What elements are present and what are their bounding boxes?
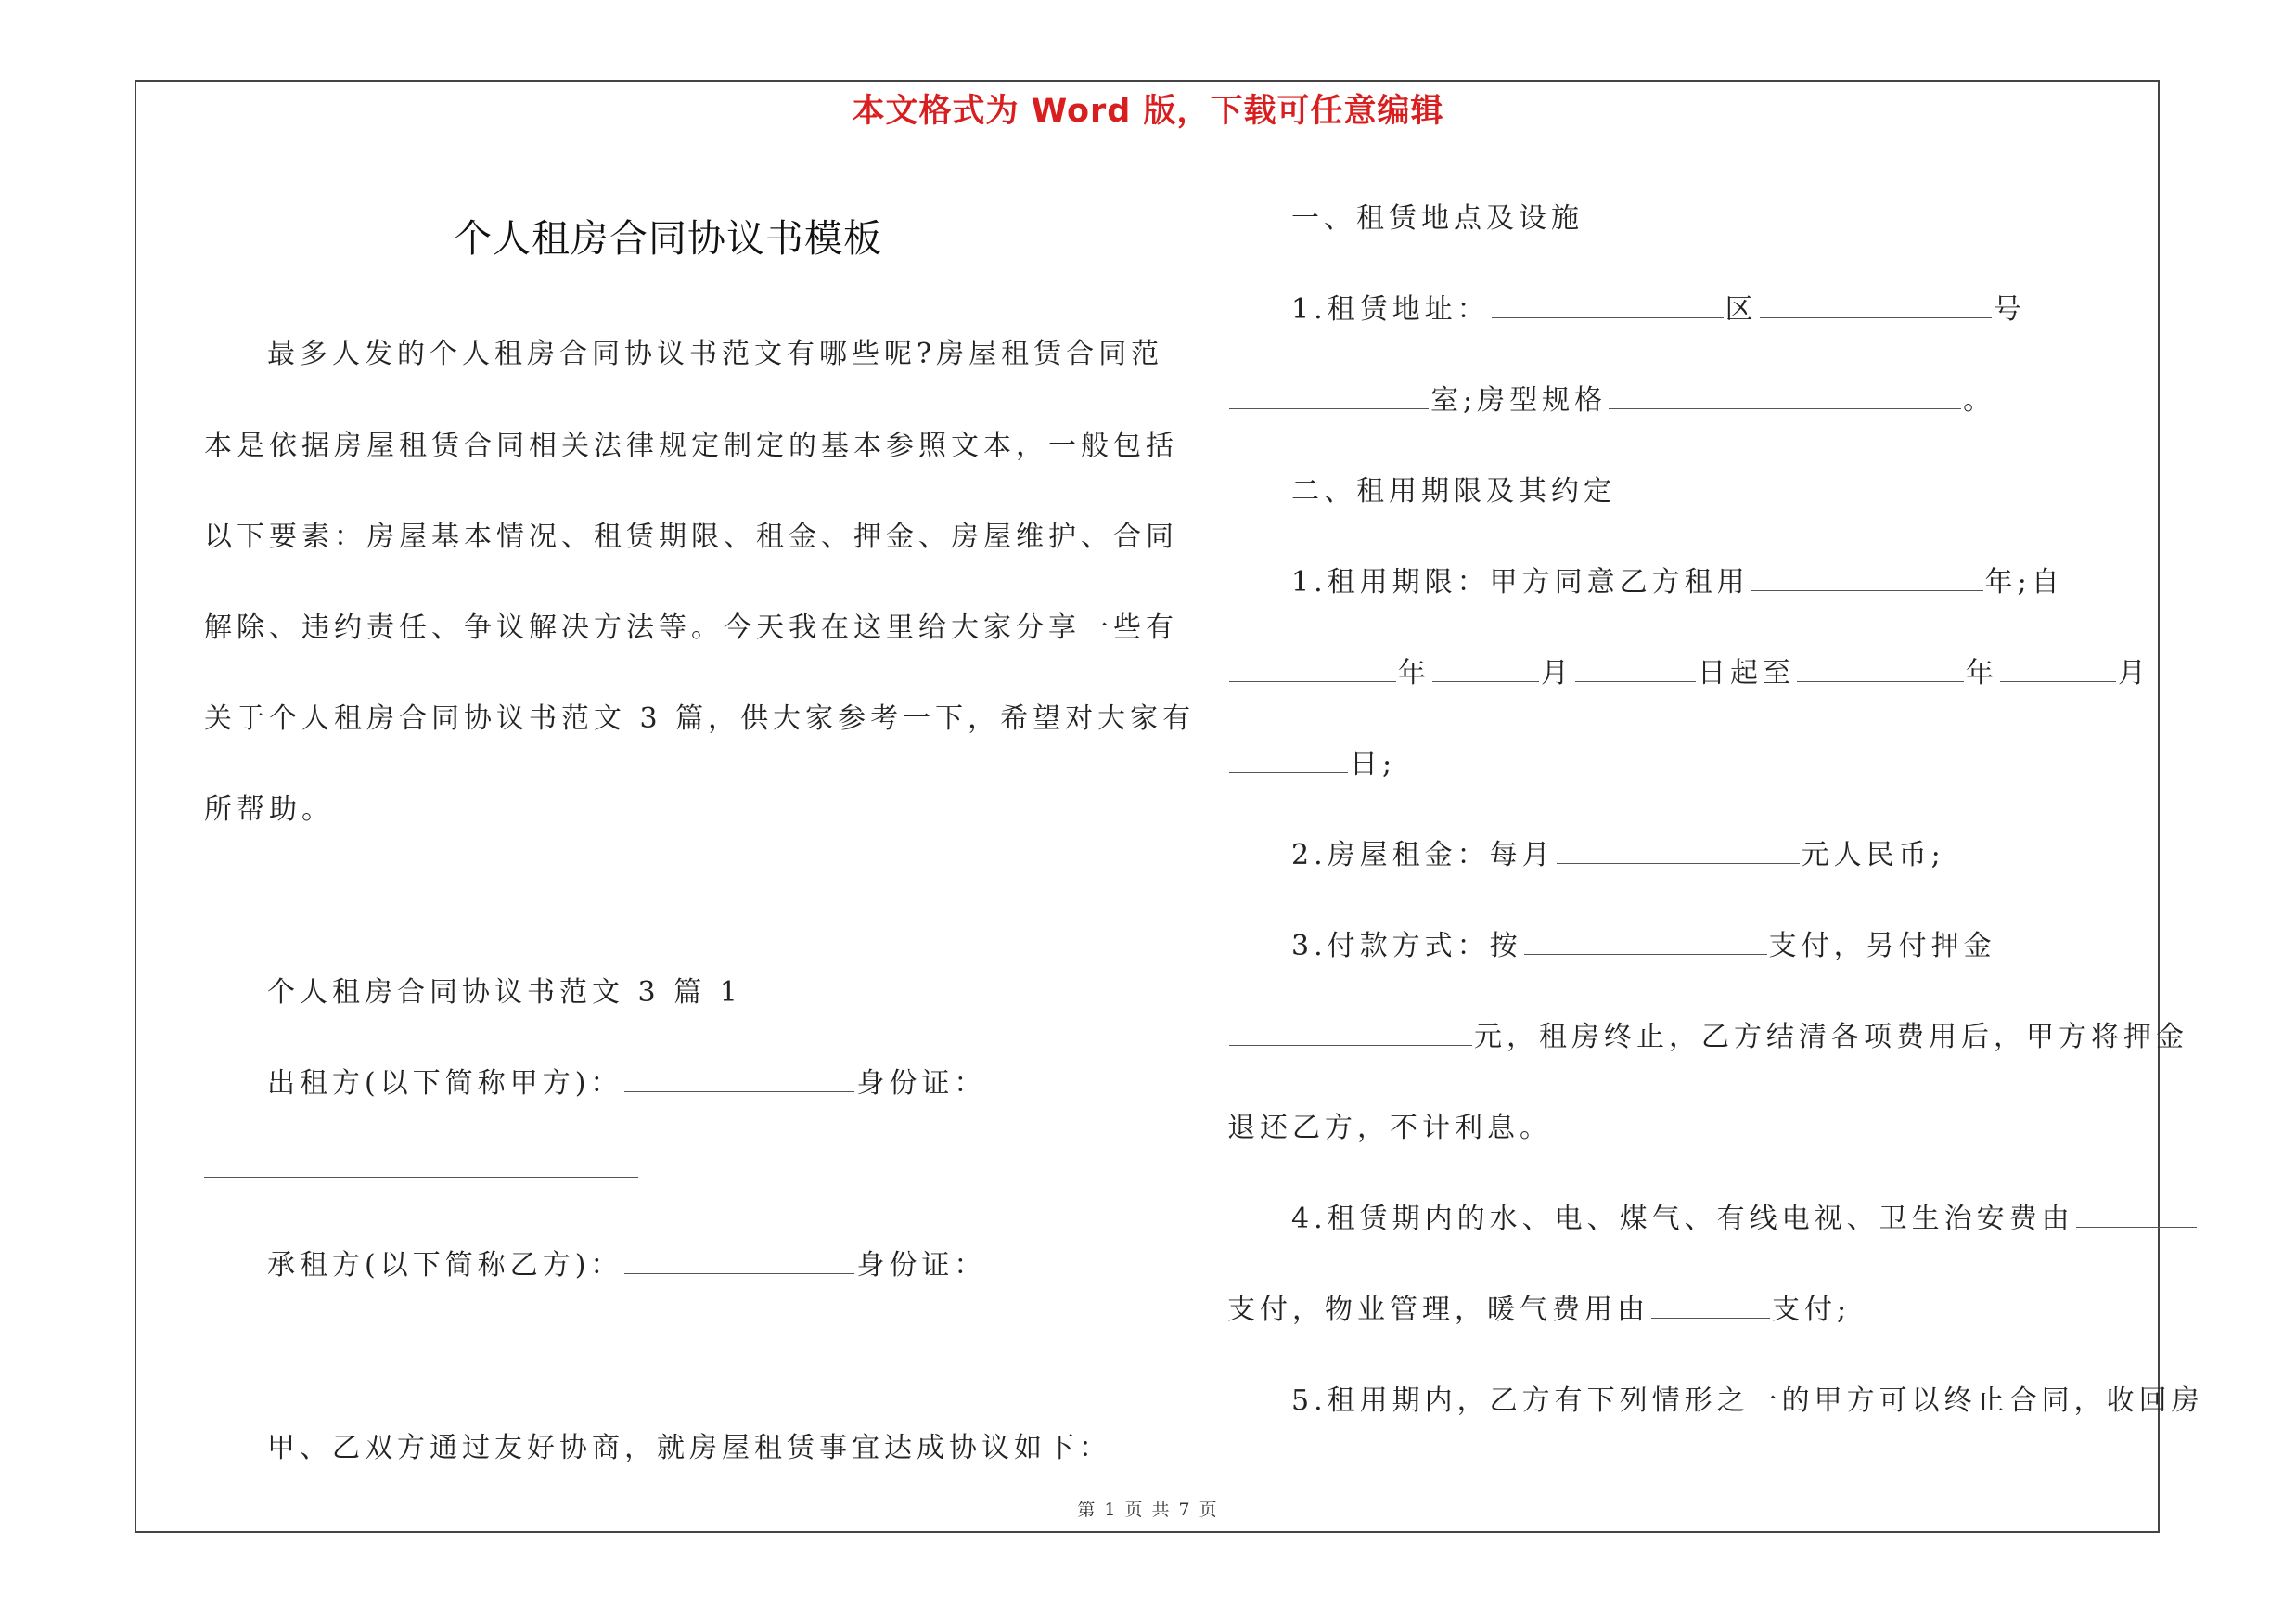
lessor-name-blank [624, 1063, 854, 1092]
lessor-id-label: 身份证： [856, 1067, 987, 1100]
word-format-banner: 本文格式为 Word 版，下载可任意编辑 [852, 93, 1444, 130]
lessor-label: 出租方(以下简称甲方)： [267, 1067, 623, 1100]
rent-blank [1557, 835, 1800, 864]
refund-line: 退还乙方，不计利息。 [1227, 1112, 1552, 1144]
payment-label: 3.付款方式：按 [1291, 930, 1522, 962]
deposit-text: 元，租房终止，乙方结清各项费用后，甲方将押金 [1474, 1021, 2188, 1053]
deposit-blank [1229, 1017, 1472, 1046]
day2-label: 日; [1350, 748, 1397, 780]
utilities2-blank [1651, 1290, 1770, 1319]
month2-label: 月 [2118, 657, 2150, 689]
rent-label: 2.房屋租金：每月 [1291, 839, 1555, 871]
agreement-line: 甲、乙双方通过友好协商，就房屋租赁事宜达成协议如下： [267, 1432, 1111, 1464]
from-month-blank [1432, 653, 1539, 682]
payment-line [1291, 922, 1996, 963]
intro-line-4: 解除、违约责任、争议解决方法等。今天我在这里给大家分享一些有 [204, 612, 1178, 644]
room-end: 。 [1963, 384, 1996, 417]
utilities-label: 4.租赁期内的水、电、煤气、有线电视、卫生治安费由 [1291, 1203, 2074, 1235]
room-line [1227, 377, 1995, 418]
utilities-line-2 [1227, 1286, 1851, 1327]
room-label: 室;房型规格 [1430, 384, 1608, 417]
intro-line-6: 所帮助。 [204, 793, 334, 826]
to-day-blank [1229, 744, 1348, 773]
from-day-blank [1575, 653, 1696, 682]
district-label: 区 [1725, 293, 1758, 326]
section-heading: 个人租房合同协议书范文 3 篇 1 [267, 976, 742, 1009]
address-label: 1.租赁地址： [1291, 293, 1490, 326]
month-label: 月 [1541, 657, 1573, 689]
term-years-blank [1751, 562, 1983, 591]
page-number-footer: 第 1 页 共 7 页 [1077, 1500, 1219, 1520]
address-line [1291, 286, 2026, 327]
intro-line-3: 以下要素：房屋基本情况、租赁期限、租金、押金、房屋维护、合同 [204, 521, 1178, 553]
address-blank-1 [1492, 290, 1724, 318]
lessor-id-blank [204, 1177, 638, 1178]
term-years-label: 年;自 [1984, 566, 2064, 599]
terminate-line: 5.租用期内，乙方有下列情形之一的甲方可以终止合同，收回房 [1291, 1385, 2204, 1417]
document-title: 个人租房合同协议书模板 [454, 216, 882, 261]
lessee-line [267, 1242, 986, 1282]
utilities2-label: 支付，物业管理，暖气费用由 [1227, 1294, 1649, 1326]
rent-line [1291, 831, 1945, 872]
date-line [1227, 650, 2150, 690]
intro-line-2: 本是依据房屋租赁合同相关法律规定制定的基本参照文本，一般包括 [204, 430, 1178, 462]
payment-blank [1524, 926, 1767, 955]
intro-line-5: 关于个人租房合同协议书范文 3 篇，供大家参考一下，希望对大家有 [204, 702, 1196, 735]
term-line [1291, 559, 2064, 599]
year-label: 年 [1398, 657, 1430, 689]
day-from-label: 日起至 [1698, 657, 1795, 689]
utilities-blank [2076, 1199, 2197, 1228]
section-2-heading: 二、租用期限及其约定 [1291, 475, 1616, 508]
room-blank [1229, 380, 1429, 409]
lessor-line [267, 1060, 986, 1101]
utilities-line [1291, 1195, 2199, 1236]
room-type-blank [1609, 380, 1961, 409]
date-line-2 [1227, 741, 1396, 781]
to-month-blank [2000, 653, 2116, 682]
utilities2-end: 支付; [1772, 1294, 1852, 1326]
deposit-line [1227, 1013, 2188, 1054]
section-1-heading: 一、租赁地点及设施 [1291, 202, 1584, 235]
address-blank-2 [1760, 290, 1992, 318]
from-year-blank [1229, 653, 1396, 682]
year2-label: 年 [1966, 657, 1998, 689]
intro-line-1: 最多人发的个人租房合同协议书范文有哪些呢?房屋租赁合同范 [267, 338, 1164, 370]
lessee-id-label: 身份证： [856, 1249, 987, 1282]
payment-mid: 支付，另付押金 [1768, 930, 1996, 962]
lessee-label: 承租方(以下简称乙方)： [267, 1249, 623, 1282]
rent-unit: 元人民币; [1801, 839, 1945, 871]
number-label: 号 [1993, 293, 2026, 326]
lessee-name-blank [624, 1245, 854, 1274]
to-year-blank [1797, 653, 1964, 682]
term-label: 1.租用期限：甲方同意乙方租用 [1291, 566, 1750, 599]
